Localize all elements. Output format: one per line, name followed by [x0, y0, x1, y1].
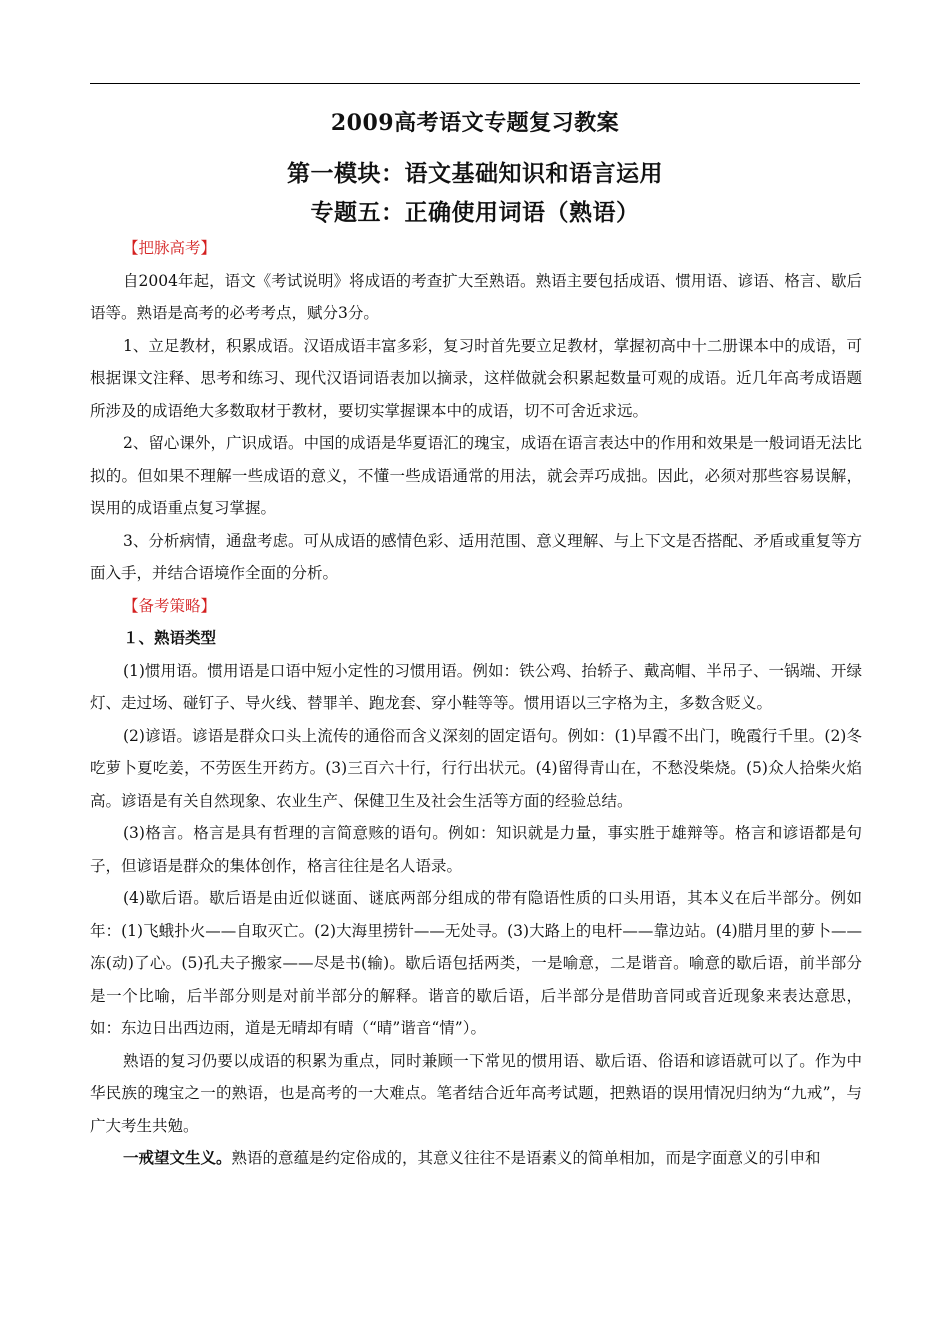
paragraph: 自2004年起，语文《考试说明》将成语的考查扩大至熟语。熟语主要包括成语、惯用语、谚语、格言、歇后语等。熟语是高考的必考考点，赋分3分。 [90, 271, 862, 322]
header-rule [90, 83, 860, 84]
paragraph-text: 熟语的意蕴是约定俗成的，其意义往往不是语素义的简单相加，而是字面意义的引申和 [231, 1149, 821, 1167]
document-title: 2009高考语文专题复习教案 [330, 110, 620, 136]
paragraph-lead: 一戒望文生义。 [123, 1148, 232, 1167]
section-heading-strategy: 【备考策略】 [123, 596, 217, 615]
paragraph: (1)惯用语。惯用语是口语中短小定性的习惯用语。例如：铁公鸡、抬轿子、戴高帽、半吊子、一锅端、开绿灯、走过场、碰钉子、导火线、替罪羊、跑龙套、穿小鞋等等。惯用语以三字格为主，多数含贬义。 [90, 661, 862, 712]
paragraph [90, 1142, 862, 1175]
paragraph: (4)歇后语。歇后语是由近似谜面、谜底两部分组成的带有隐语性质的口头用语，其本义在后半部分。例如年：(1)飞蛾扑火——自取灭亡。(2)大海里捞针——无处寻。(3)大路上的电杆——靠边站。(4)腊月里的萝卜——冻(动)了心。(5)孔夫子搬家——尽是书(输)。歇后语包括两类，一是喻意，二是谐音。喻意的歇后语，前半部分是一个比喻，后半部分则是对前半部分的解释。谐音的歇后语，后半部分是借助音同或音近现象来表达意思，如：东边日出西边雨，道是无晴却有晴（“晴”谐音“情”）。 [90, 889, 862, 1037]
paragraph: 2、留心课外，广识成语。中国的成语是华夏语汇的瑰宝，成语在语言表达中的作用和效果是一般词语无法比拟的。但如果不理解一些成语的意义，不懂一些成语通常的用法，就会弄巧成拙。因此，必须对那些容易误解，误用的成语重点复习掌握。 [90, 434, 862, 517]
paragraph: 3、分析病情，通盘考虑。可从成语的感情色彩、适用范围、意义理解、与上下文是否搭配、矛盾或重复等方面入手，并结合语境作全面的分析。 [90, 531, 862, 582]
topic-title: 专题五：正确使用词语（熟语） [310, 199, 640, 226]
paragraph: 1、立足教材，积累成语。汉语成语丰富多彩，复习时首先要立足教材，掌握初高中十二册课本中的成语，可根据课文注释、思考和练习、现代汉语词语表加以摘录，这样做就会积累起数量可观的成语。近几年高考成语题所涉及的成语绝大多数取材于教材，要切实掌握课本中的成语，切不可舍近求远。 [90, 336, 862, 420]
section-heading-exam-analysis: 【把脉高考】 [123, 239, 217, 257]
subheading-idiom-types: １、熟语类型 [123, 628, 217, 647]
paragraph: 熟语的复习仍要以成语的积累为重点，同时兼顾一下常见的惯用语、歇后语、俗语和谚语就可以了。作为中华民族的瑰宝之一的熟语，也是高考的一大难点。笔者结合近年高考试题，把熟语的误用情况归纳为“九戒”，与广大考生共勉。 [90, 1051, 862, 1135]
module-title: 第一模块：语文基础知识和语言运用 [287, 160, 663, 187]
paragraph: (2)谚语。谚语是群众口头上流传的通俗而含义深刻的固定语句。例如：(1)早霞不出门，晚霞行千里。(2)冬吃萝卜夏吃姜，不劳医生开药方。(3)三百六十行，行行出状元。(4)留得青山在，不愁没柴烧。(5)众人拾柴火焰高。谚语是有关自然现象、农业生产、保健卫生及社会生活等方面的经验总结。 [90, 726, 862, 810]
paragraph: (3)格言。格言是具有哲理的言简意赅的语句。例如：知识就是力量，事实胜于雄辩等。格言和谚语都是句子，但谚语是群众的集体创作，格言往往是名人语录。 [90, 824, 862, 875]
document-body [90, 232, 862, 1175]
